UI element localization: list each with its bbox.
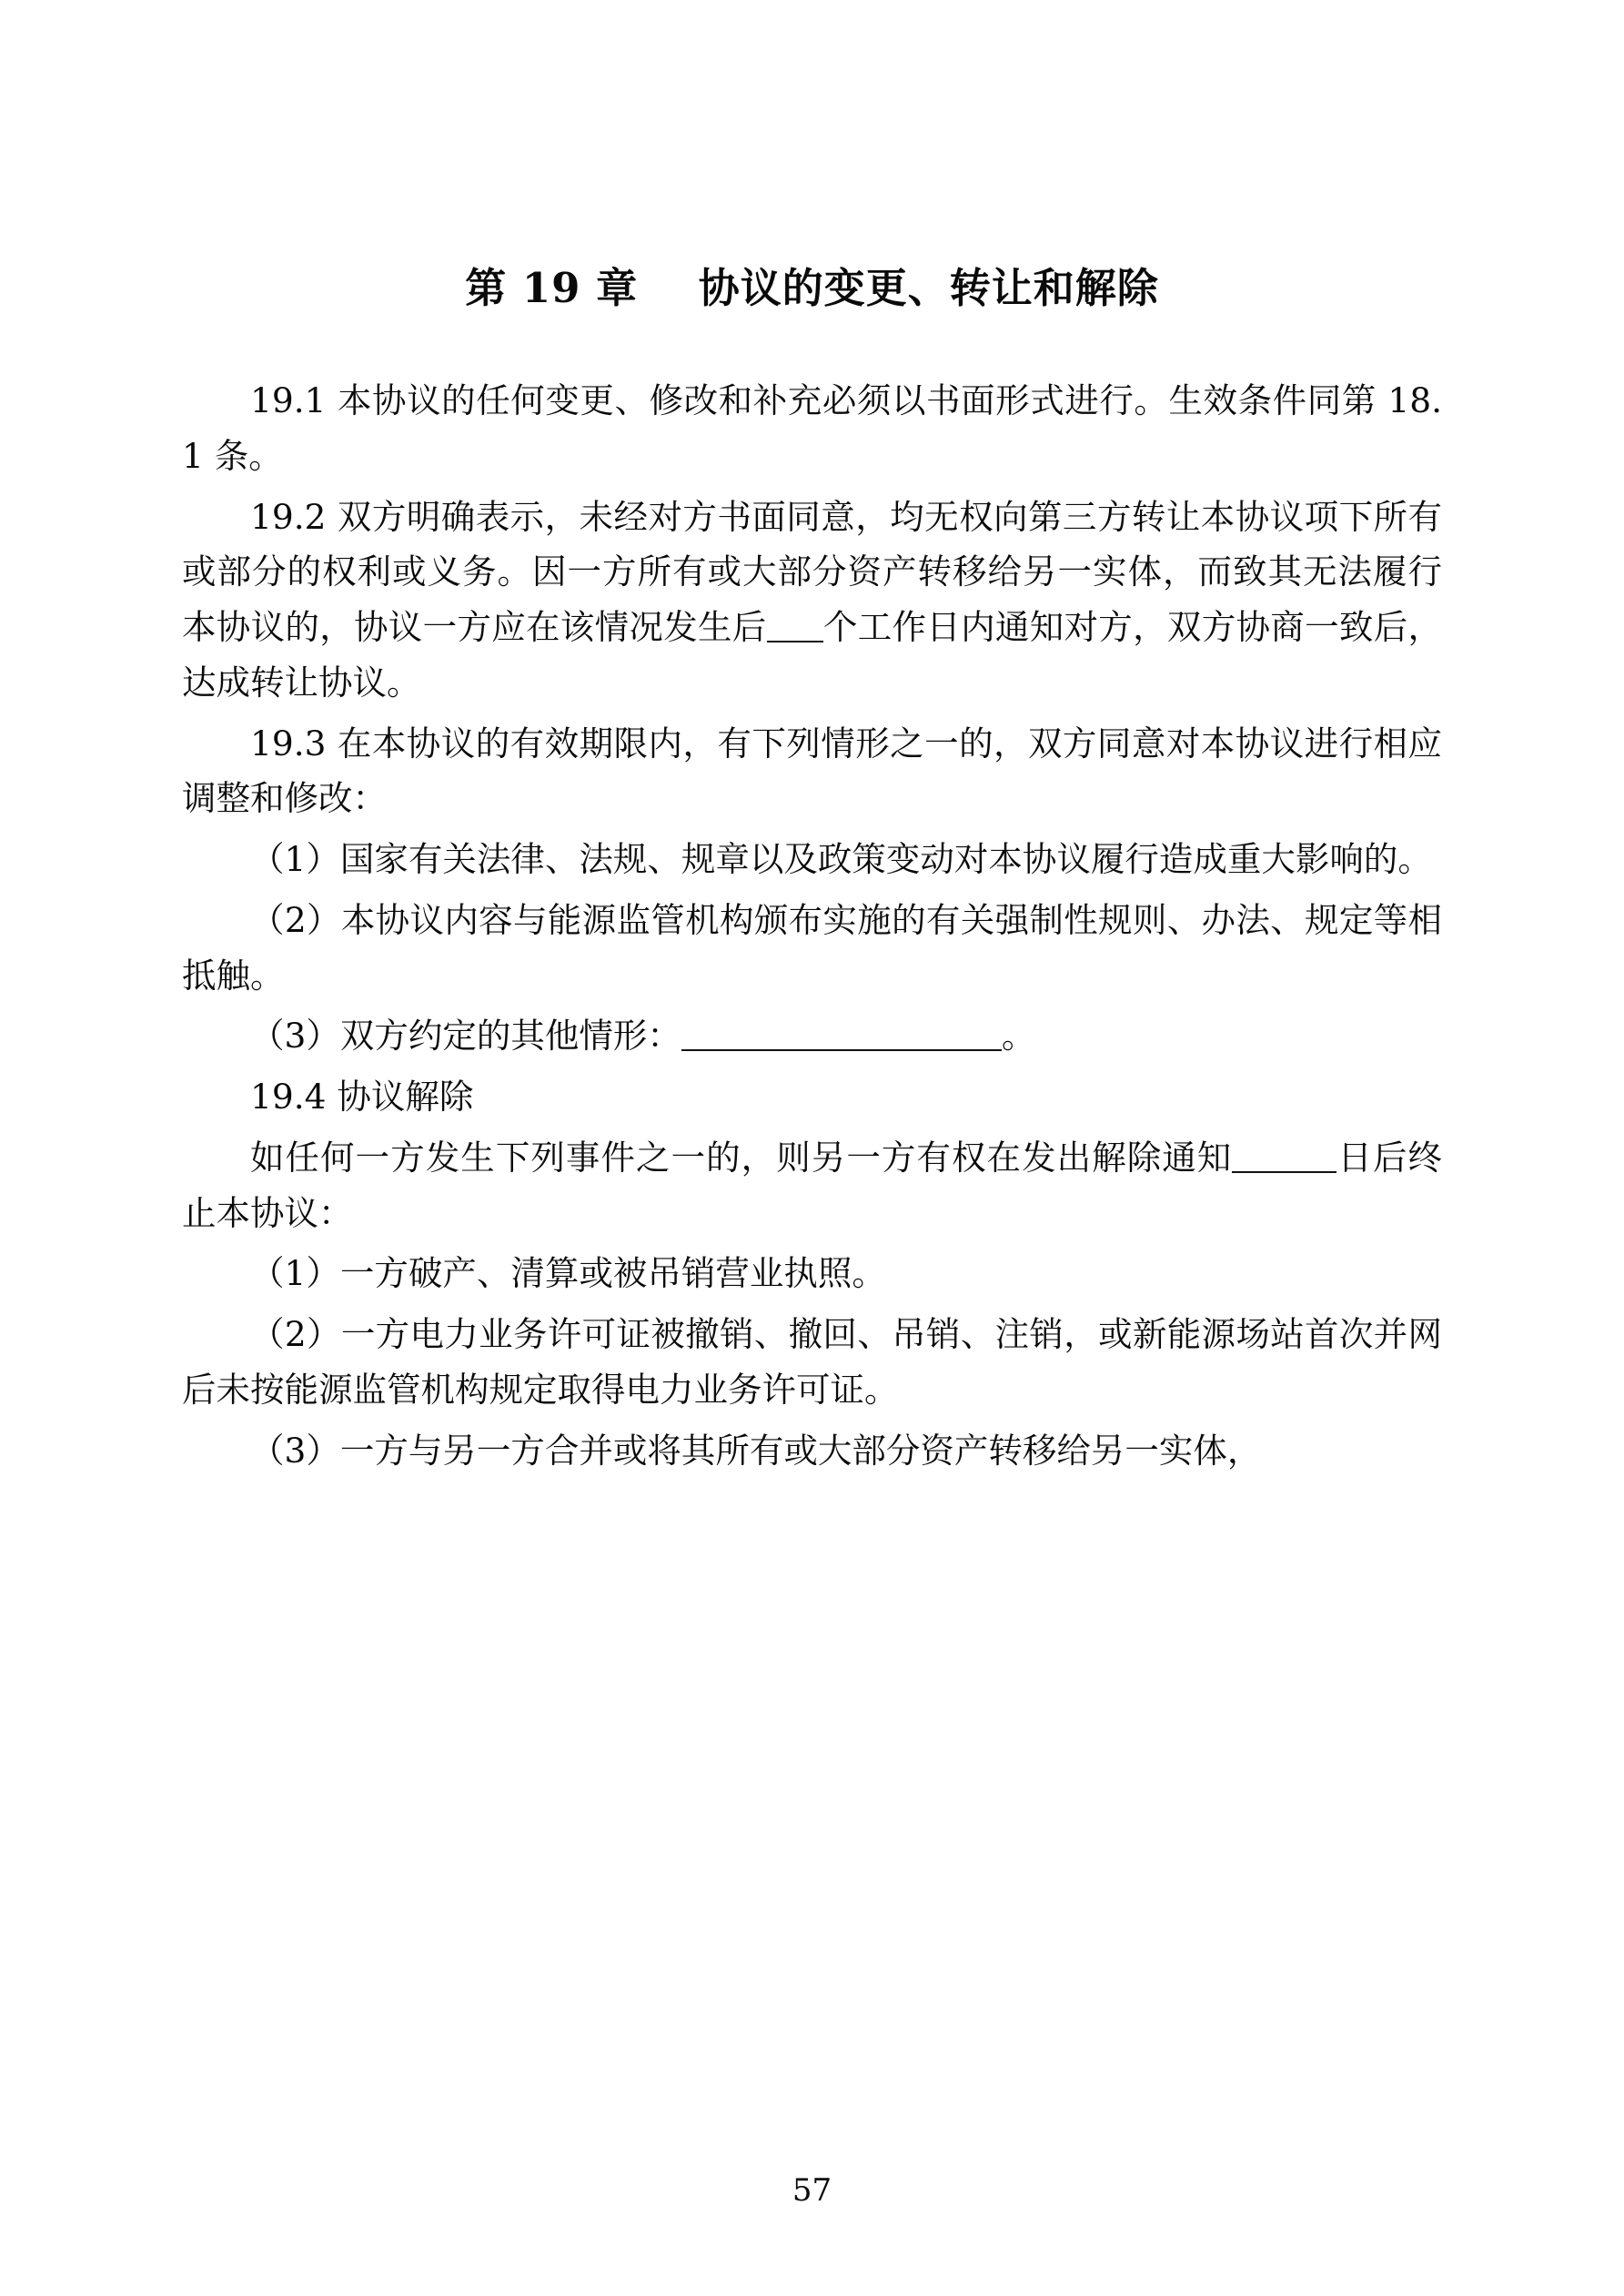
- paragraph-19-4: 19.4 协议解除: [250, 1077, 474, 1117]
- paragraph-19-3-item-3: [182, 1008, 1442, 1064]
- paragraph-19-2-text-after: 个工作日内通知对方，双方协商一致后，达成转让协议。: [182, 607, 1443, 703]
- document-body: [182, 373, 1442, 1478]
- fill-in-blank-workdays[interactable]: [767, 641, 823, 642]
- paragraph-19-1: 19.1 本协议的任何变更、修改和补充必须以书面形式进行。生效条件同第 18.1 条。: [182, 380, 1442, 476]
- fill-in-blank-other-circumstances[interactable]: [681, 1049, 1002, 1051]
- paragraph-19-3-item-2: （2）本协议内容与能源监管机构颁布实施的有关强制性规则、办法、规定等相抵触。: [182, 899, 1442, 996]
- paragraph-19-3: 19.3 在本协议的有效期限内，有下列情形之一的，双方同意对本协议进行相应调整和修改：: [182, 723, 1442, 819]
- paragraph-19-3-item-3-text-after: 。: [1001, 1016, 1036, 1057]
- page-title: 第 19 章 协议的变更、转让和解除: [465, 264, 1159, 312]
- paragraph-19-4-intro-text-after: 日后终止本协议：: [182, 1137, 1443, 1233]
- paragraph-19-4-intro: [182, 1130, 1442, 1241]
- paragraph-19-4-item-2: （2）一方电力业务许可证被撤销、撤回、吊销、注销，或新能源场站首次并网后未按能源监管机构规定取得电力业务许可证。: [182, 1314, 1442, 1410]
- paragraph-19-2-text-before: 19.2 双方明确表示，未经对方书面同意，均无权向第三方转让本协议项下所有或部分的权利或义务。因一方所有或大部分资产转移给另一实体，而致其无法履行本协议的，协议一方应在该情况发生后: [182, 496, 1442, 647]
- page-number: 57: [792, 2172, 832, 2209]
- paragraph-19-4-item-1: （1）一方破产、清算或被吊销营业执照。: [250, 1253, 886, 1294]
- paragraph-19-4-item-3: （3）一方与另一方合并或将其所有或大部分资产转移给另一实体，: [250, 1430, 1262, 1471]
- paragraph-19-4-intro-text-before: 如任何一方发生下列事件之一的，则另一方有权在发出解除通知: [250, 1137, 1233, 1178]
- fill-in-blank-termination-days[interactable]: [1232, 1171, 1337, 1173]
- paragraph-19-3-item-3-text-before: （3）双方约定的其他情形：: [250, 1016, 681, 1057]
- paragraph-19-2: [182, 490, 1442, 711]
- paragraph-19-3-item-1: （1）国家有关法律、法规、规章以及政策变动对本协议履行造成重大影响的。: [250, 839, 1432, 879]
